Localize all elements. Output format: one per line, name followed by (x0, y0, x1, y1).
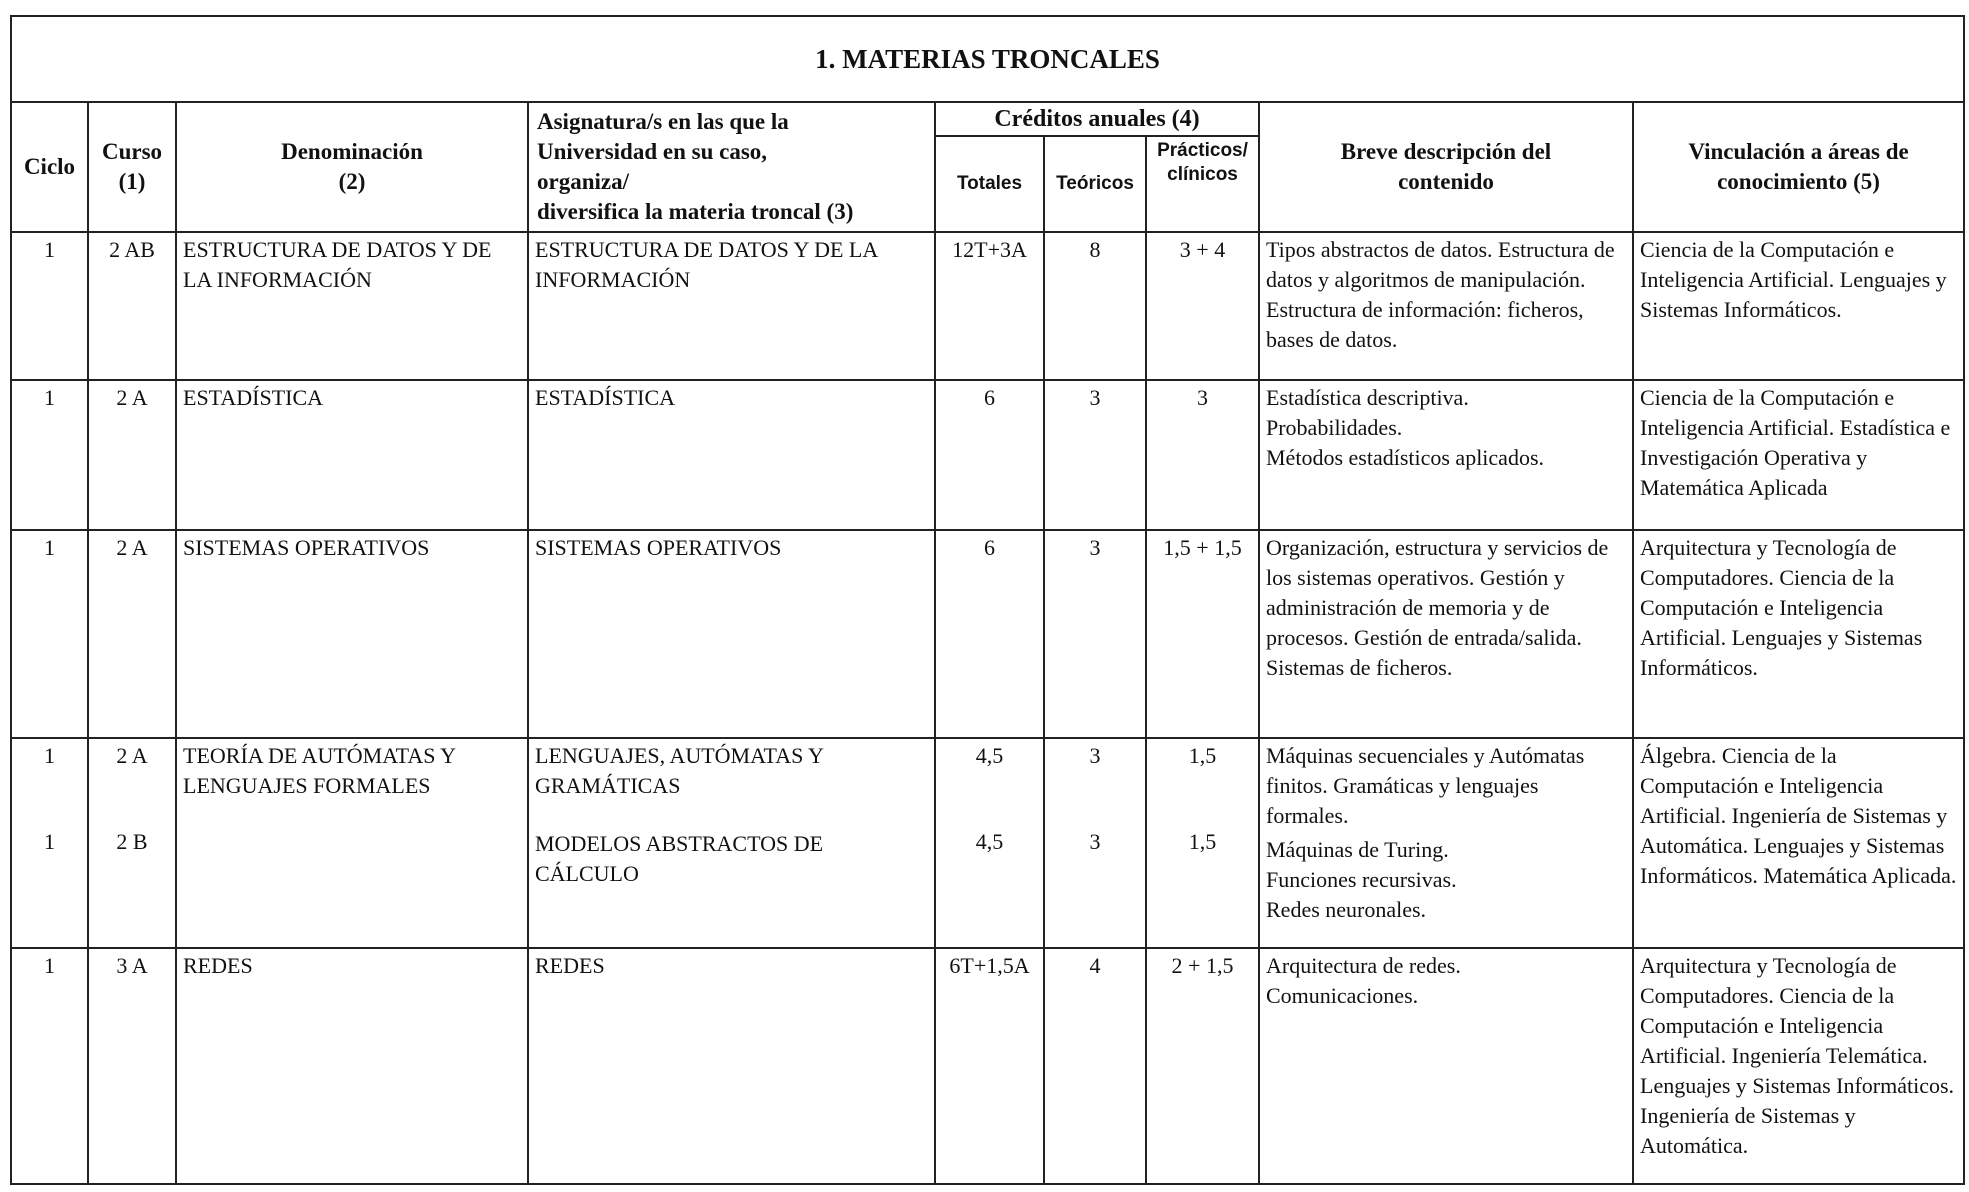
cell-denominacion: REDES (176, 948, 528, 1184)
header-curso-line1: Curso (101, 139, 163, 164)
cell-practicos: 3 (1146, 380, 1259, 530)
teoricos-a: 3 (1089, 743, 1101, 768)
cell-curso: 2 A (88, 380, 176, 530)
cell-curso (88, 738, 176, 948)
cell-teoricos: 3 (1044, 380, 1146, 530)
header-practicos (1146, 136, 1259, 232)
table-row (11, 530, 1964, 738)
cell-totales: 12T+3A (935, 232, 1044, 380)
table-row (11, 232, 1964, 380)
descripcion-line: Funciones recursivas. (1266, 867, 1457, 892)
cell-descripcion (1259, 380, 1633, 530)
cell-vinculacion: Arquitectura y Tecnología de Computadores. Ciencia de la Computación e Inteligencia Artificial. Ingeniería Telemática. Lenguajes y Sistemas Informáticos. Ingeniería de Sistemas y Automática. (1633, 948, 1964, 1184)
header-creditos: Créditos anuales (4) (935, 102, 1259, 136)
header-descripcion (1259, 102, 1633, 232)
header-curso-line2: (1) (118, 169, 146, 194)
table-row (11, 948, 1964, 1184)
cell-descripcion: Tipos abstractos de datos. Estructura de datos y algoritmos de manipulación. Estructura de información: ficheros, bases de datos. (1259, 232, 1633, 380)
cell-practicos: 1,5 + 1,5 (1146, 530, 1259, 738)
asignatura-b: MODELOS ABSTRACTOS DE CÁLCULO (535, 831, 824, 886)
descripcion-line: Arquitectura de redes. (1266, 953, 1461, 978)
cell-denominacion: ESTADÍSTICA (176, 380, 528, 530)
cell-practicos: 3 + 4 (1146, 232, 1259, 380)
cell-totales: 6T+1,5A (935, 948, 1044, 1184)
header-asignatura (528, 102, 935, 232)
ciclo-b: 1 (44, 829, 55, 854)
header-denominacion-line1: Denominación (281, 139, 423, 164)
cell-teoricos: 8 (1044, 232, 1146, 380)
curso-a: 2 A (116, 743, 148, 768)
cell-curso: 2 A (88, 530, 176, 738)
header-vinculacion-line2: conocimiento (5) (1717, 169, 1880, 194)
cell-vinculacion: Ciencia de la Computación e Inteligencia Artificial. Lenguajes y Sistemas Informáticos. (1633, 232, 1964, 380)
totales-a: 4,5 (975, 743, 1004, 768)
cell-practicos (1146, 738, 1259, 948)
practicos-a: 1,5 (1188, 743, 1217, 768)
descripcion-line: Comunicaciones. (1266, 983, 1419, 1008)
ciclo-a: 1 (44, 743, 55, 768)
header-practicos-line1: Prácticos/ (1157, 140, 1248, 161)
header-totales: Totales (935, 136, 1044, 232)
cell-curso: 2 AB (88, 232, 176, 380)
cell-asignatura: SISTEMAS OPERATIVOS (528, 530, 935, 738)
materias-troncales-table (10, 15, 1965, 1185)
header-descripcion-line1: Breve descripción del (1340, 139, 1552, 164)
cell-denominacion: TEORÍA DE AUTÓMATAS Y LENGUAJES FORMALES (176, 738, 528, 948)
header-asignatura-line2: Universidad en su caso, (537, 139, 768, 164)
descripcion-a: Máquinas secuenciales y Autómatas finitos. Gramáticas y lenguajes formales. (1266, 743, 1585, 828)
cell-denominacion: SISTEMAS OPERATIVOS (176, 530, 528, 738)
cell-practicos: 2 + 1,5 (1146, 948, 1259, 1184)
header-asignatura-line4: diversifica la materia troncal (3) (537, 199, 854, 224)
cell-totales: 6 (935, 380, 1044, 530)
asignatura-a: LENGUAJES, AUTÓMATAS Y GRAMÁTICAS (535, 743, 824, 798)
cell-asignatura (528, 738, 935, 948)
cell-teoricos (1044, 738, 1146, 948)
cell-descripcion (1259, 948, 1633, 1184)
cell-asignatura: REDES (528, 948, 935, 1184)
header-denominacion-line2: (2) (338, 169, 366, 194)
cell-ciclo: 1 (11, 380, 88, 530)
header-vinculacion-line1: Vinculación a áreas de (1688, 139, 1909, 164)
header-practicos-line2: clínicos (1167, 164, 1238, 185)
cell-curso: 3 A (88, 948, 176, 1184)
cell-ciclo: 1 (11, 530, 88, 738)
document-page (10, 15, 1963, 1185)
header-teoricos: Teóricos (1044, 136, 1146, 232)
cell-descripcion: Organización, estructura y servicios de los sistemas operativos. Gestión y administración de memoria y de procesos. Gestión de entrada/salida. Sistemas de ficheros. (1259, 530, 1633, 738)
descripcion-line: Estadística descriptiva. (1266, 385, 1469, 410)
cell-descripcion (1259, 738, 1633, 948)
cell-ciclo: 1 (11, 948, 88, 1184)
cell-asignatura: ESTADÍSTICA (528, 380, 935, 530)
descripcion-line: Métodos estadísticos aplicados. (1266, 445, 1545, 470)
totales-b: 4,5 (975, 829, 1004, 854)
cell-teoricos: 3 (1044, 530, 1146, 738)
header-asignatura-line3: organiza/ (537, 169, 629, 194)
descripcion-line: Redes neuronales. (1266, 897, 1427, 922)
cell-ciclo (11, 738, 88, 948)
header-ciclo: Ciclo (11, 102, 88, 232)
table-row (11, 738, 1964, 948)
cell-ciclo: 1 (11, 232, 88, 380)
header-asignatura-line1: Asignatura/s en las que la (537, 109, 789, 134)
header-vinculacion (1633, 102, 1964, 232)
cell-asignatura: ESTRUCTURA DE DATOS Y DE LA INFORMACIÓN (528, 232, 935, 380)
header-curso (88, 102, 176, 232)
cell-vinculacion: Arquitectura y Tecnología de Computadores. Ciencia de la Computación e Inteligencia Artificial. Lenguajes y Sistemas Informáticos. (1633, 530, 1964, 738)
cell-totales: 6 (935, 530, 1044, 738)
teoricos-b: 3 (1089, 829, 1101, 854)
descripcion-line: Máquinas de Turing. (1266, 837, 1449, 862)
table-title: 1. MATERIAS TRONCALES (11, 16, 1964, 102)
cell-teoricos: 4 (1044, 948, 1146, 1184)
cell-vinculacion: Ciencia de la Computación e Inteligencia Artificial. Estadística e Investigación Operativa y Matemática Aplicada (1633, 380, 1964, 530)
cell-totales (935, 738, 1044, 948)
table-row (11, 380, 1964, 530)
cell-vinculacion: Álgebra. Ciencia de la Computación e Inteligencia Artificial. Ingeniería de Sistemas y Automática. Lenguajes y Sistemas Informáticos. Matemática Aplicada. (1633, 738, 1964, 948)
header-denominacion (176, 102, 528, 232)
header-descripcion-line2: contenido (1398, 169, 1494, 194)
practicos-b: 1,5 (1188, 829, 1217, 854)
cell-denominacion: ESTRUCTURA DE DATOS Y DE LA INFORMACIÓN (176, 232, 528, 380)
descripcion-line: Probabilidades. (1266, 415, 1403, 440)
curso-b: 2 B (116, 829, 148, 854)
